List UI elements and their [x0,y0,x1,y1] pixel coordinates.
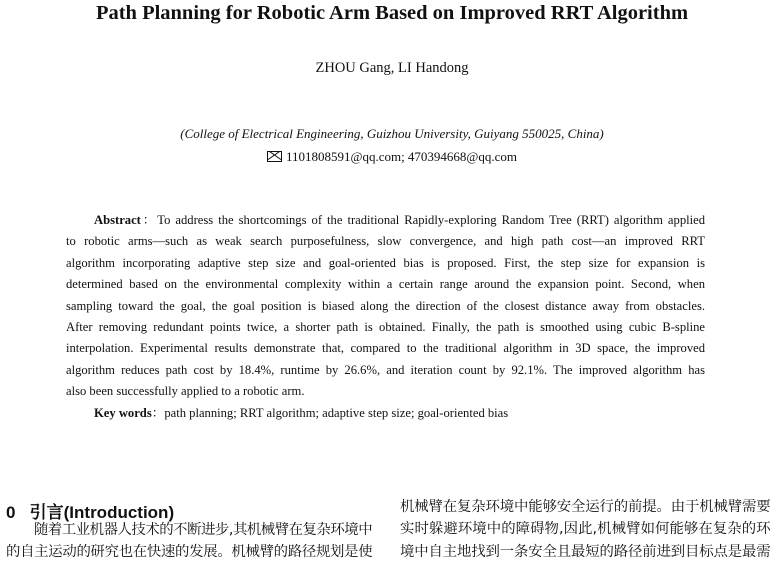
abstract-text: To address the shortcomings of the traditional Rapidly-exploring Random Tree (RRT) algorithm applied [157,213,705,227]
abstract-line: algorithm reduces path cost by 18.4%, runtime by 26.6%, and iteration count by 92.1%. The improved algorithm has [66,362,705,377]
right-column [400,496,770,563]
abstract-line [66,210,705,231]
email-line [0,149,784,165]
authors: ZHOU Gang, LI Handong [315,60,469,76]
keywords-sep: ： [151,405,165,420]
keywords-text: path planning; RRT algorithm; adaptive step size; goal-oriented bias [164,405,509,420]
abstract-line: algorithm incorporating adaptive step size and goal-oriented bias is proposed. First, the step size for expansion is [66,255,705,270]
body-line: 的自主运动的研究也在快速的发展。机械臂的路径规划是使 [6,544,372,561]
email[interactable]: 1101808591@qq.com; 470394668@qq.com [285,149,518,164]
abstract-sep: ： [140,213,158,227]
abstract-line: After removing redundant points twice, a shorter path is obtained. Finally, the path is smoothed using cubic B-spline [66,320,705,335]
section-number: 0 [6,503,16,522]
abstract-line: interpolation. Experimental results demonstrate that, compared to the traditional algorithm in 3D space, the improved [66,341,705,356]
abstract [66,210,705,424]
paper-title: Path Planning for Robotic Arm Based on Improved RRT Algorithm [95,2,689,24]
section-title: 引言(Introduction) [29,503,175,522]
abstract-line: also been successfully applied to a robotic arm. [66,384,305,399]
keywords-label: Key words [94,405,152,420]
abstract-line: to robotic arms—such as weak search purposefulness, slow convergence, and high path cost—an improved RRT [66,234,705,249]
body-line: 实时躲避环境中的障碍物,因此,机械臂如何能够在复杂的环 [400,521,770,538]
body-line: 随着工业机器人技术的不断进步,其机械臂在复杂环境中 [34,522,372,538]
abstract-line: determined based on the environmental complexity within a certain range around the expansion point. Second, when [66,277,705,292]
body-line: 境中自主地找到一条安全且最短的路径前进到目标点是最需 [400,543,770,560]
body-line: 机械臂在复杂环境中能够安全运行的前提。由于机械臂需要 [400,499,770,515]
abstract-line: sampling toward the goal, the goal position is biased along the direction of the closest distance away from obstacles. [66,298,705,313]
abstract-label: Abstract [94,213,141,227]
envelope-icon [267,151,282,162]
affiliation: (College of Electrical Engineering, Guizhou University, Guiyang 550025, China) [180,126,604,141]
keywords [66,403,705,424]
left-column [6,519,372,564]
